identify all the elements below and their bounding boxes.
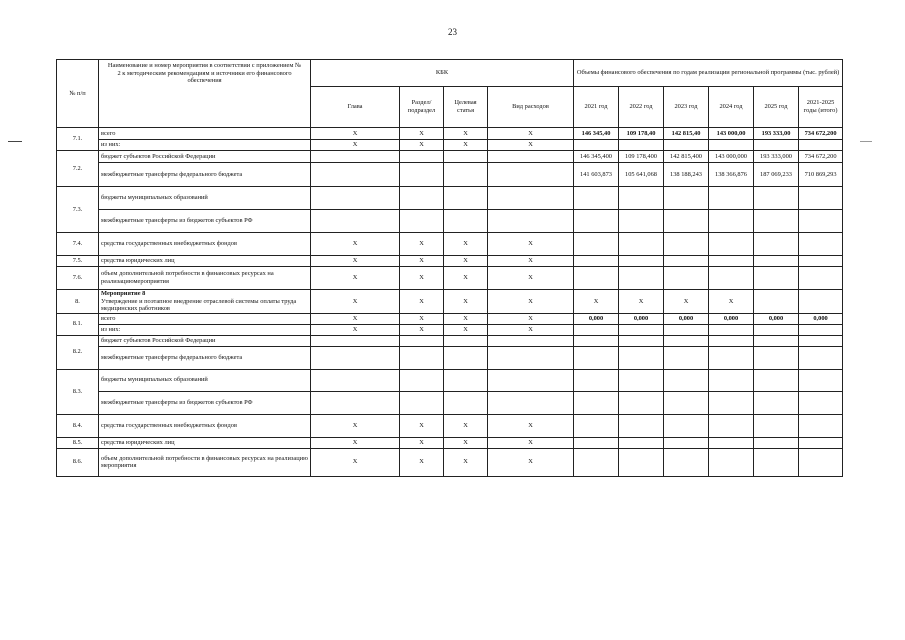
row-name-text: средства юридических лиц — [101, 257, 175, 265]
row-name-text: средства юридических лиц — [101, 438, 175, 446]
cell-total — [799, 391, 843, 414]
row-name — [99, 290, 311, 314]
cell-vid: X — [488, 313, 574, 324]
cell-y2022: X — [619, 290, 664, 314]
cell-razdel: X — [400, 313, 444, 324]
table-row — [57, 256, 843, 267]
header-num: № п/п — [57, 60, 99, 128]
table-row — [57, 335, 843, 346]
table-body — [57, 128, 843, 477]
table-row — [57, 128, 843, 140]
header-total: 2021-2025 годы (итого) — [799, 87, 843, 128]
cell-y2024 — [709, 210, 754, 233]
table-row — [57, 369, 843, 391]
table-row — [57, 290, 843, 314]
cell-razdel — [400, 346, 444, 369]
table-row — [57, 267, 843, 290]
cell-y2024 — [709, 256, 754, 267]
cell-statya: X — [444, 324, 488, 335]
row-name-text: межбюджетные трансферты из бюджетов субъектов РФ — [101, 398, 253, 406]
cell-glava: X — [311, 267, 400, 290]
cell-y2021 — [574, 369, 619, 391]
cell-vid — [488, 187, 574, 210]
cell-y2023 — [664, 324, 709, 335]
cell-statya: X — [444, 437, 488, 448]
header-2023: 2023 год — [664, 87, 709, 128]
row-name-text: Утверждение и поэтапное внедрение отраслевой системы оплаты труда медицинских работников — [101, 297, 297, 313]
cell-y2022 — [619, 391, 664, 414]
cell-total — [799, 187, 843, 210]
cell-glava: X — [311, 414, 400, 437]
cell-statya: X — [444, 140, 488, 151]
cell-glava — [311, 346, 400, 369]
cell-y2025: 193 333,00 — [754, 128, 799, 140]
cell-y2022: 109 178,40 — [619, 128, 664, 140]
row-name — [99, 437, 311, 448]
table-row — [57, 151, 843, 163]
cell-statya — [444, 163, 488, 187]
cell-y2023: 138 188,243 — [664, 163, 709, 187]
cell-razdel: X — [400, 290, 444, 314]
cell-vid: X — [488, 290, 574, 314]
table-row — [57, 187, 843, 210]
cell-y2024 — [709, 448, 754, 476]
cell-y2022 — [619, 335, 664, 346]
cell-y2021 — [574, 391, 619, 414]
header-razdel: Раздел/ подраздел — [400, 87, 444, 128]
cell-total: 710 869,293 — [799, 163, 843, 187]
cell-y2023 — [664, 391, 709, 414]
cell-statya: X — [444, 313, 488, 324]
cell-vid — [488, 346, 574, 369]
row-number: 7.4. — [57, 233, 99, 256]
table-row — [57, 346, 843, 369]
row-name — [99, 128, 311, 140]
row-name-text: объем дополнительной потребности в финансовых ресурсах на реализациюмероприятия — [101, 270, 274, 285]
cell-y2021 — [574, 448, 619, 476]
row-number: 8. — [57, 290, 99, 314]
row-name — [99, 163, 311, 187]
cell-total — [799, 233, 843, 256]
cell-statya: X — [444, 290, 488, 314]
cell-y2023 — [664, 267, 709, 290]
table-header-row — [57, 60, 843, 87]
cell-y2021: 146 345,40 — [574, 128, 619, 140]
cell-y2023 — [664, 448, 709, 476]
row-number: 8.5. — [57, 437, 99, 448]
cell-vid — [488, 391, 574, 414]
cell-y2021 — [574, 210, 619, 233]
cell-y2022 — [619, 256, 664, 267]
cell-y2024: 143 000,00 — [709, 128, 754, 140]
cell-glava: X — [311, 233, 400, 256]
cell-total — [799, 140, 843, 151]
funding-table — [56, 59, 843, 477]
header-volumes: Объемы финансового обеспечения по годам реализации региональной программы (тыс. рублей) — [574, 60, 843, 87]
cell-y2024 — [709, 391, 754, 414]
row-name — [99, 267, 311, 290]
cell-vid: X — [488, 256, 574, 267]
cell-y2023 — [664, 437, 709, 448]
cell-razdel — [400, 151, 444, 163]
cell-razdel — [400, 369, 444, 391]
cell-y2023 — [664, 369, 709, 391]
cell-y2025 — [754, 256, 799, 267]
cell-y2024 — [709, 369, 754, 391]
cell-total — [799, 448, 843, 476]
cell-y2022 — [619, 414, 664, 437]
table-row — [57, 210, 843, 233]
cell-total — [799, 369, 843, 391]
cell-y2024: 143 000,000 — [709, 151, 754, 163]
cell-glava: X — [311, 128, 400, 140]
cell-y2021 — [574, 187, 619, 210]
cell-y2023: X — [664, 290, 709, 314]
row-number: 8.4. — [57, 414, 99, 437]
table-row — [57, 233, 843, 256]
row-name-text: средства государственных внебюджетных фондов — [101, 421, 237, 429]
cell-y2025 — [754, 437, 799, 448]
row-name-text: бюджеты муниципальных образований — [101, 376, 208, 384]
cell-y2025 — [754, 140, 799, 151]
row-name-text: межбюджетные трансферты из бюджетов субъектов РФ — [101, 217, 253, 225]
row-name — [99, 324, 311, 335]
table-row — [57, 163, 843, 187]
cell-razdel: X — [400, 437, 444, 448]
row-name-text: межбюджетные трансферты федерального бюджета — [101, 170, 243, 178]
cell-statya: X — [444, 256, 488, 267]
cell-razdel: X — [400, 267, 444, 290]
table-row — [57, 448, 843, 476]
cell-statya — [444, 335, 488, 346]
header-name: Наименование и номер мероприятия в соответствии с приложением № 2 к методическим рекомендациям и источники его финансового обеспечения — [99, 60, 311, 128]
header-2021: 2021 год — [574, 87, 619, 128]
cell-razdel: X — [400, 128, 444, 140]
row-name-text: объем дополнительной потребности в финансовых ресурсах на реализацию мероприятия — [101, 454, 308, 470]
cell-glava: X — [311, 437, 400, 448]
cell-total — [799, 335, 843, 346]
cell-statya — [444, 391, 488, 414]
cell-y2023 — [664, 346, 709, 369]
row-name-text: всего — [101, 129, 116, 137]
cell-glava — [311, 163, 400, 187]
cell-y2024: X — [709, 290, 754, 314]
cell-total — [799, 256, 843, 267]
table-row — [57, 414, 843, 437]
header-2022: 2022 год — [619, 87, 664, 128]
cell-y2022 — [619, 346, 664, 369]
row-name — [99, 256, 311, 267]
cell-y2023: 142 815,40 — [664, 128, 709, 140]
cell-statya — [444, 210, 488, 233]
cell-y2025 — [754, 324, 799, 335]
cell-y2025 — [754, 267, 799, 290]
row-number: 8.3. — [57, 369, 99, 414]
cell-y2023: 142 815,400 — [664, 151, 709, 163]
cell-y2021 — [574, 140, 619, 151]
scan-margin-mark — [8, 141, 22, 142]
cell-glava — [311, 391, 400, 414]
cell-y2025 — [754, 414, 799, 437]
cell-y2024 — [709, 437, 754, 448]
cell-y2021: 146 345,400 — [574, 151, 619, 163]
cell-statya — [444, 369, 488, 391]
cell-total: 0,000 — [799, 313, 843, 324]
cell-total — [799, 324, 843, 335]
cell-y2024 — [709, 346, 754, 369]
cell-statya: X — [444, 448, 488, 476]
cell-y2025: 0,000 — [754, 313, 799, 324]
cell-razdel: X — [400, 233, 444, 256]
cell-y2023 — [664, 233, 709, 256]
cell-razdel — [400, 163, 444, 187]
cell-glava — [311, 369, 400, 391]
cell-y2023 — [664, 210, 709, 233]
table-row — [57, 140, 843, 151]
cell-glava: X — [311, 256, 400, 267]
cell-glava — [311, 187, 400, 210]
row-number: 7.2. — [57, 151, 99, 187]
row-name — [99, 391, 311, 414]
cell-glava — [311, 210, 400, 233]
cell-y2025 — [754, 448, 799, 476]
cell-vid: X — [488, 448, 574, 476]
cell-y2024 — [709, 267, 754, 290]
row-number: 7.1. — [57, 128, 99, 151]
cell-y2024 — [709, 324, 754, 335]
cell-razdel: X — [400, 324, 444, 335]
header-statya: Целевая статья — [444, 87, 488, 128]
cell-y2021: X — [574, 290, 619, 314]
cell-total — [799, 346, 843, 369]
measure-title: Мероприятие 8 — [101, 290, 146, 297]
cell-y2022 — [619, 324, 664, 335]
cell-glava: X — [311, 290, 400, 314]
cell-y2025 — [754, 290, 799, 314]
cell-y2024 — [709, 140, 754, 151]
row-number: 7.5. — [57, 256, 99, 267]
row-name-text: межбюджетные трансферты федерального бюджета — [101, 353, 243, 361]
cell-statya: X — [444, 267, 488, 290]
cell-vid — [488, 369, 574, 391]
cell-vid: X — [488, 267, 574, 290]
header-kbk: КБК — [311, 60, 574, 87]
cell-y2025 — [754, 391, 799, 414]
row-number: 8.6. — [57, 448, 99, 476]
cell-y2025 — [754, 346, 799, 369]
row-name-text: из них: — [101, 141, 121, 149]
row-name — [99, 414, 311, 437]
cell-vid: X — [488, 233, 574, 256]
cell-y2025 — [754, 210, 799, 233]
row-name — [99, 187, 311, 210]
cell-y2022 — [619, 210, 664, 233]
cell-y2022 — [619, 448, 664, 476]
cell-glava — [311, 151, 400, 163]
row-name-text: бюджет субъектов Российской Федерации — [101, 336, 216, 344]
cell-y2021 — [574, 346, 619, 369]
row-name — [99, 233, 311, 256]
cell-razdel: X — [400, 140, 444, 151]
cell-razdel — [400, 335, 444, 346]
row-name — [99, 448, 311, 476]
cell-y2022: 105 641,068 — [619, 163, 664, 187]
cell-y2024: 0,000 — [709, 313, 754, 324]
cell-glava — [311, 335, 400, 346]
cell-vid: X — [488, 414, 574, 437]
cell-y2021 — [574, 324, 619, 335]
cell-y2021 — [574, 335, 619, 346]
cell-y2025 — [754, 233, 799, 256]
row-number: 7.6. — [57, 267, 99, 290]
row-name — [99, 369, 311, 391]
header-vid: Вид расходов — [488, 87, 574, 128]
cell-glava: X — [311, 324, 400, 335]
cell-y2024: 138 366,876 — [709, 163, 754, 187]
cell-y2025 — [754, 335, 799, 346]
cell-total: 734 672,200 — [799, 128, 843, 140]
cell-y2023 — [664, 187, 709, 210]
cell-y2021 — [574, 437, 619, 448]
cell-glava: X — [311, 448, 400, 476]
cell-y2022 — [619, 187, 664, 210]
row-name — [99, 335, 311, 346]
cell-y2023: 0,000 — [664, 313, 709, 324]
cell-y2025: 187 069,233 — [754, 163, 799, 187]
cell-y2022 — [619, 267, 664, 290]
cell-razdel — [400, 210, 444, 233]
cell-y2023 — [664, 414, 709, 437]
cell-y2023 — [664, 335, 709, 346]
cell-y2021 — [574, 233, 619, 256]
header-2024: 2024 год — [709, 87, 754, 128]
cell-y2021 — [574, 414, 619, 437]
cell-y2021 — [574, 267, 619, 290]
cell-y2022: 109 178,400 — [619, 151, 664, 163]
cell-vid: X — [488, 128, 574, 140]
cell-y2025: 193 333,000 — [754, 151, 799, 163]
cell-y2024 — [709, 414, 754, 437]
row-name-text: из них: — [101, 325, 121, 333]
cell-razdel — [400, 187, 444, 210]
row-name — [99, 346, 311, 369]
cell-y2022: 0,000 — [619, 313, 664, 324]
row-name — [99, 210, 311, 233]
cell-y2025 — [754, 369, 799, 391]
row-name-text: всего — [101, 314, 116, 322]
cell-glava: X — [311, 313, 400, 324]
cell-y2022 — [619, 369, 664, 391]
cell-statya — [444, 346, 488, 369]
cell-total — [799, 210, 843, 233]
cell-y2022 — [619, 140, 664, 151]
row-name-text: бюджет субъектов Российской Федерации — [101, 152, 216, 160]
cell-vid — [488, 151, 574, 163]
cell-vid — [488, 163, 574, 187]
cell-vid — [488, 335, 574, 346]
page-number: 23 — [448, 27, 457, 37]
scan-margin-mark — [860, 141, 872, 142]
row-name-text: средства государственных внебюджетных фондов — [101, 240, 237, 248]
header-2025: 2025 год — [754, 87, 799, 128]
cell-total — [799, 267, 843, 290]
cell-y2024 — [709, 187, 754, 210]
cell-total — [799, 290, 843, 314]
cell-statya: X — [444, 414, 488, 437]
row-number: 8.1. — [57, 313, 99, 335]
row-name — [99, 151, 311, 163]
cell-razdel: X — [400, 256, 444, 267]
table-row — [57, 324, 843, 335]
cell-y2021: 0,000 — [574, 313, 619, 324]
cell-y2022 — [619, 437, 664, 448]
cell-total — [799, 414, 843, 437]
row-number: 8.2. — [57, 335, 99, 369]
cell-total — [799, 437, 843, 448]
cell-glava: X — [311, 140, 400, 151]
cell-statya — [444, 187, 488, 210]
cell-y2021: 141 603,873 — [574, 163, 619, 187]
header-glava: Глава — [311, 87, 400, 128]
cell-total: 734 672,200 — [799, 151, 843, 163]
row-number: 7.3. — [57, 187, 99, 233]
cell-y2022 — [619, 233, 664, 256]
cell-vid: X — [488, 324, 574, 335]
table-row — [57, 313, 843, 324]
cell-vid: X — [488, 437, 574, 448]
cell-y2024 — [709, 335, 754, 346]
row-name — [99, 140, 311, 151]
cell-y2023 — [664, 140, 709, 151]
cell-razdel: X — [400, 414, 444, 437]
cell-razdel — [400, 391, 444, 414]
cell-y2021 — [574, 256, 619, 267]
cell-vid: X — [488, 140, 574, 151]
cell-statya — [444, 151, 488, 163]
row-name-text: бюджеты муниципальных образований — [101, 194, 208, 202]
cell-statya: X — [444, 128, 488, 140]
cell-vid — [488, 210, 574, 233]
cell-y2023 — [664, 256, 709, 267]
cell-y2025 — [754, 187, 799, 210]
row-name — [99, 313, 311, 324]
cell-y2024 — [709, 233, 754, 256]
table-row — [57, 391, 843, 414]
cell-razdel: X — [400, 448, 444, 476]
cell-statya: X — [444, 233, 488, 256]
table-row — [57, 437, 843, 448]
